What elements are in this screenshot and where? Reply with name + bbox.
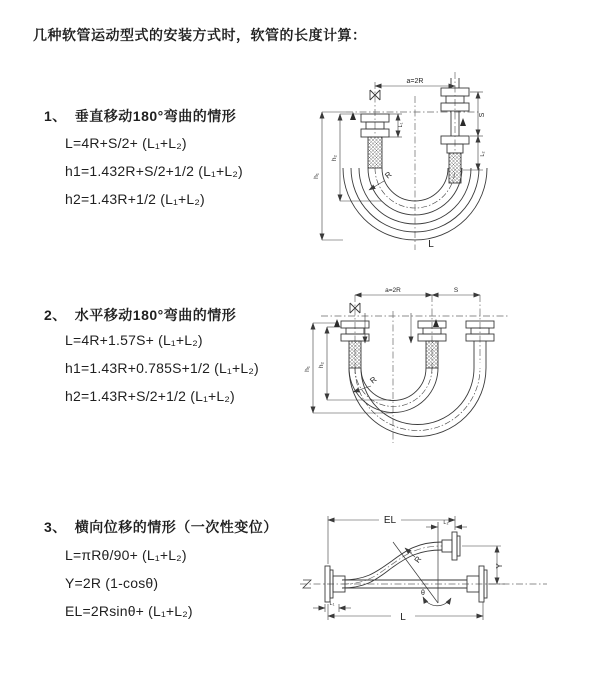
dim-label-l2: L₂ bbox=[480, 151, 486, 157]
diagram-lateral-displacement bbox=[295, 500, 600, 650]
section-1-title: 垂直移动180°弯曲的情形 bbox=[74, 108, 237, 124]
section-2-heading bbox=[44, 305, 236, 325]
section-3-formula-Y: Y=2R (1-cosθ) bbox=[65, 575, 159, 591]
hose-paths bbox=[342, 542, 467, 588]
radius-label: R bbox=[368, 374, 379, 386]
diagram-horizontal-180 bbox=[303, 283, 595, 458]
section-1-formula-L: L=4R+S/2+ (L₁+L₂) bbox=[65, 135, 187, 151]
braided-hose-sections bbox=[349, 341, 438, 368]
section-2-index: 2、 bbox=[44, 307, 67, 323]
pipe-fittings bbox=[341, 321, 494, 341]
section-1-formula-h2: h2=1.43R+1/2 (L₁+L₂) bbox=[65, 191, 205, 207]
movement-arrows bbox=[334, 319, 439, 327]
section-3-formula-EL: EL=2Rsinθ+ (L₁+L₂) bbox=[65, 603, 193, 619]
section-1-index: 1、 bbox=[44, 108, 67, 124]
section-3-index: 3、 bbox=[44, 519, 67, 535]
hose-u-arcs bbox=[349, 341, 486, 437]
section-2-formula-L: L=4R+1.57S+ (L₁+L₂) bbox=[65, 332, 203, 348]
section-1-formula-h1: h1=1.432R+S/2+1/2 (L₁+L₂) bbox=[65, 163, 243, 179]
page-title: 几种软管运动型式的安装方式时，软管的长度计算： bbox=[33, 27, 367, 43]
dim-label-s: S bbox=[479, 112, 486, 118]
dim-label-h2: h₂ bbox=[331, 154, 338, 162]
dim-label-h2: h₂ bbox=[318, 361, 325, 369]
dim-label-l1: L₁ bbox=[329, 601, 335, 607]
dim-label-a2r: a=2R bbox=[385, 287, 401, 294]
dim-label-y: Y bbox=[495, 563, 504, 569]
dim-label-el: EL bbox=[383, 515, 397, 526]
section-1-heading bbox=[44, 106, 236, 126]
radius-label: R bbox=[412, 554, 424, 565]
angle-label: θ bbox=[421, 590, 425, 597]
section-2-formula-h2: h2=1.43R+S/2+1/2 (L₁+L₂) bbox=[65, 388, 235, 404]
section-2-title: 水平移动180°弯曲的情形 bbox=[74, 307, 237, 323]
s-hose-bottom-edge bbox=[342, 550, 442, 588]
dim-label-a2r: a=2R bbox=[406, 78, 424, 85]
dim-label-l: L bbox=[400, 612, 406, 623]
section-3-heading bbox=[44, 517, 278, 537]
dim-label-h1: h₁ bbox=[313, 173, 320, 179]
flanges-and-nuts bbox=[325, 532, 487, 602]
dim-label-h1: h₁ bbox=[304, 366, 311, 372]
length-label: L bbox=[428, 239, 434, 250]
dim-label-l2: L₂ bbox=[443, 520, 449, 526]
section-2-formula-h1: h1=1.43R+0.785S+1/2 (L₁+L₂) bbox=[65, 360, 259, 376]
radius-label: R bbox=[383, 169, 394, 181]
section-3-title: 横向位移的情形（一次性变位） bbox=[74, 519, 278, 535]
section-3-formula-L: L=πRθ/90+ (L₁+L₂) bbox=[65, 547, 187, 563]
diagram-vertical-180 bbox=[310, 70, 590, 260]
s-hose-top-edge bbox=[342, 542, 442, 580]
dim-label-s: S bbox=[453, 287, 459, 294]
dimension-lines bbox=[313, 295, 480, 413]
dim-label-l1: L₁ bbox=[398, 122, 404, 128]
dimension-lines bbox=[313, 516, 505, 620]
